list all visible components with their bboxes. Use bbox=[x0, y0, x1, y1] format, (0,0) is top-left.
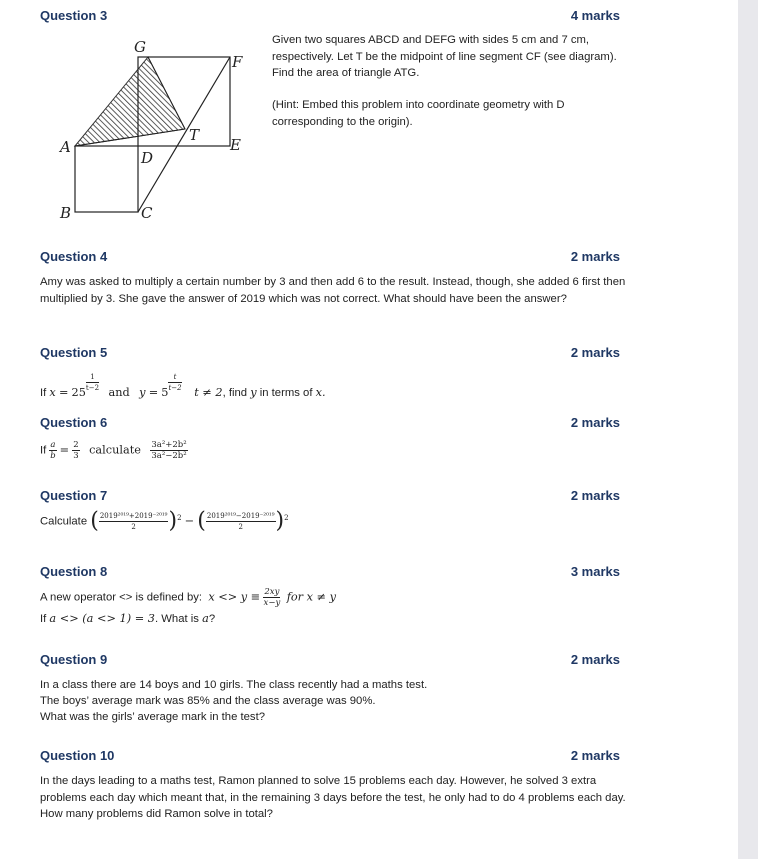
question-3-title: Question 3 bbox=[40, 8, 108, 23]
geometry-diagram bbox=[55, 36, 255, 221]
label-D: D bbox=[141, 149, 154, 167]
question-6-title: Question 6 bbox=[40, 415, 108, 430]
question-6-expression: If $\frac{a}{b}$ = $\frac{2}{3}$ calculate $\frac{\text{3a²+2b²}}{\text{3a²−2b²}}$ bbox=[40, 440, 187, 461]
question-8-header bbox=[40, 564, 620, 582]
question-5-expression: If x = 25 $\frac{1}{t-2}$ and y = 5 $\frac{t}{t-2}$ t ≠ 2, find y in terms of x. bbox=[40, 373, 326, 399]
question-6-marks: 2 marks bbox=[570, 415, 620, 430]
question-7-marks: 2 marks bbox=[570, 488, 620, 503]
question-10-marks: 2 marks bbox=[570, 748, 620, 763]
question-8-question: If a <> (a <> 1) = 3. What is a? bbox=[40, 612, 216, 625]
question-9-title: Question 9 bbox=[40, 652, 108, 667]
question-4-title: Question 4 bbox=[40, 249, 108, 264]
question-10-title: Question 10 bbox=[40, 748, 115, 763]
question-5-title: Question 5 bbox=[40, 345, 108, 360]
scrollbar-track[interactable] bbox=[738, 0, 758, 859]
question-5-marks: 2 marks bbox=[570, 345, 620, 360]
label-C: C bbox=[141, 204, 153, 221]
question-3-header bbox=[40, 8, 620, 26]
question-9-header bbox=[40, 652, 620, 670]
question-8-marks: 3 marks bbox=[570, 564, 620, 579]
question-4-header bbox=[40, 249, 620, 267]
label-F: F bbox=[232, 53, 243, 71]
question-8-definition: A new operator <> is defined by: x <> y ≡ $\frac{2xy}{x-y}$ for x ≠ y bbox=[40, 587, 337, 608]
question-7-header bbox=[40, 488, 620, 506]
question-3-text: Given two squares ABCD and DEFG with sides 5 cm and 7 cm, respectively. Let T be the midpoint of line segment CF (see diagram). Find the area of triangle ATG. bbox=[272, 34, 617, 79]
question-4-marks: 2 marks bbox=[570, 249, 620, 264]
label-A: A bbox=[60, 138, 71, 156]
shaded-triangle-ATG bbox=[75, 57, 185, 146]
label-B: B bbox=[60, 204, 72, 221]
question-9-line-2: The boys’ average mark was 85% and the class average was 90%. bbox=[40, 695, 376, 707]
question-3-marks: 4 marks bbox=[570, 8, 620, 23]
label-G: G bbox=[134, 38, 146, 56]
label-T: T bbox=[189, 126, 200, 144]
question-8-title: Question 8 bbox=[40, 564, 108, 579]
label-E: E bbox=[230, 136, 241, 154]
question-10-text: In the days leading to a maths test, Ramon planned to solve 15 problems each day. However, he solved 3 extra problems each day which meant that, in the remaining 3 days before the test, he only had to do 4 problems each day. How many problems did Ramon solve in total? bbox=[40, 775, 626, 820]
question-9-marks: 2 marks bbox=[570, 652, 620, 667]
question-10-header bbox=[40, 748, 620, 766]
question-6-header bbox=[40, 415, 620, 433]
question-9-line-1: In a class there are 14 boys and 10 girls. The class recently had a maths test. bbox=[40, 679, 428, 691]
square-ABCD bbox=[75, 146, 138, 212]
question-3-hint: (Hint: Embed this problem into coordinate geometry with D corresponding to the origin). bbox=[272, 99, 565, 128]
question-7-expression: Calculate ( $\frac{\text{2019²⁰¹⁹+2019⁻²⁰¹⁹}}{2}$ )$^2$ − ( $\frac{\text{2019²⁰¹⁹−2019⁻²⁰¹⁹}}{2}$ )$^2$ bbox=[40, 508, 289, 534]
question-7-title: Question 7 bbox=[40, 488, 108, 503]
question-9-line-3: What was the girls’ average mark in the test? bbox=[40, 711, 265, 723]
question-5-header bbox=[40, 345, 620, 363]
question-4-text: Amy was asked to multiply a certain number by 3 and then add 6 to the result. Instead, though, she added 6 first then multiplied by 3. She gave the answer of 2019 which was not correct. What should have been the answer? bbox=[40, 276, 626, 305]
